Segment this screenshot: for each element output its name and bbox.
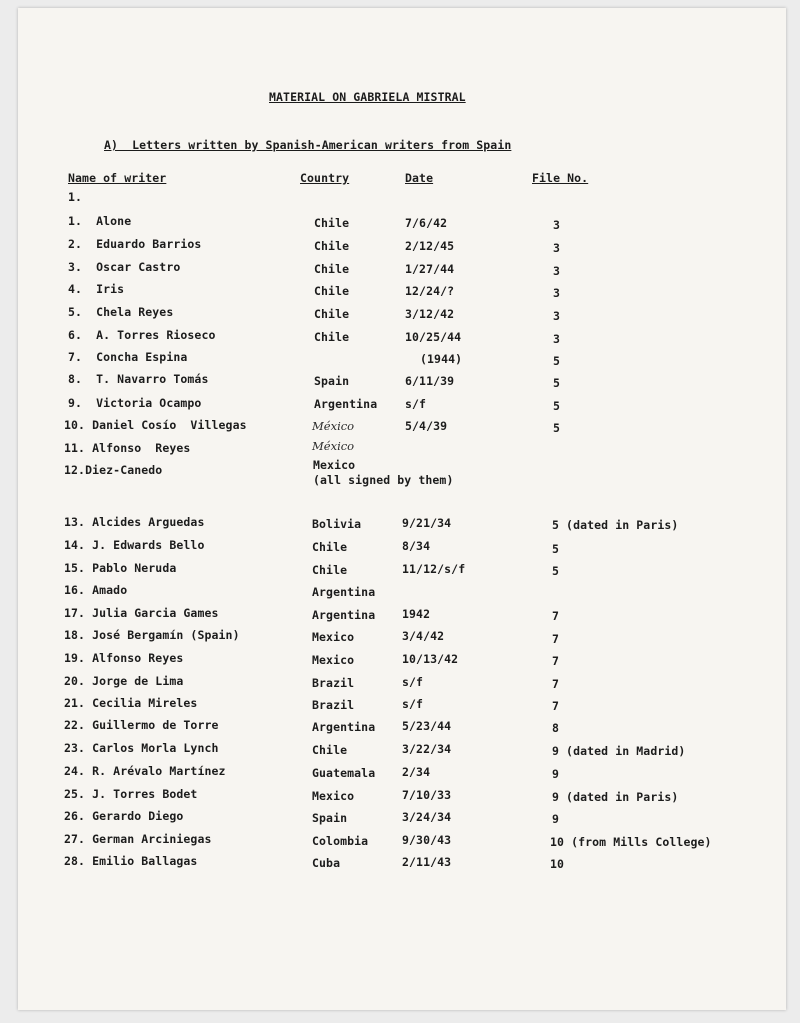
row-date: 2/12/45: [405, 239, 455, 253]
row-name: 9. Victoria Ocampo: [68, 396, 202, 410]
row-country: Guatemala: [312, 766, 376, 780]
row-file: 3: [553, 264, 561, 278]
row-date: (1944): [420, 352, 463, 366]
row-date: 3/22/34: [402, 742, 452, 756]
row-name: 15. Pablo Neruda: [64, 561, 177, 575]
row-file: 10 (from Mills College): [550, 835, 712, 849]
row-date: 7/6/42: [405, 216, 448, 230]
row-date: 10/13/42: [402, 652, 459, 666]
row-file: 3: [553, 286, 561, 300]
row-country: Mexico: [313, 458, 356, 472]
row-date: 11/12/s/f: [402, 562, 466, 576]
row-name: 10. Daniel Cosío Villegas: [64, 418, 247, 432]
row-date: 2/11/43: [402, 855, 452, 869]
row-date: 5/4/39: [405, 419, 448, 433]
row-date: 1/27/44: [405, 262, 455, 276]
row-name: 28. Emilio Ballagas: [64, 854, 198, 868]
row-country-handwritten: México: [312, 419, 355, 433]
row-country: Chile: [312, 540, 348, 554]
row-name: 1. Alone: [68, 214, 132, 228]
row-name: 24. R. Arévalo Martínez: [64, 764, 226, 778]
row-name: 14. J. Edwards Bello: [64, 538, 205, 552]
row-country: Argentina: [312, 720, 376, 734]
row-file: 5: [553, 376, 561, 390]
row-date: s/f: [402, 697, 424, 711]
row-country: Argentina: [312, 608, 376, 622]
document-title: MATERIAL ON GABRIELA MISTRAL: [269, 90, 466, 104]
row-country: Chile: [314, 262, 350, 276]
row-name: 17. Julia Garcia Games: [64, 606, 219, 620]
row-country: Argentina: [314, 397, 378, 411]
column-header-name: Name of writer: [68, 171, 167, 185]
row-date: s/f: [405, 397, 427, 411]
row-country: Mexico: [312, 630, 355, 644]
row-name: 22. Guillermo de Torre: [64, 718, 219, 732]
row-name: 20. Jorge de Lima: [64, 674, 184, 688]
section-heading: A) Letters written by Spanish-American writers from Spain: [104, 138, 512, 152]
row-file: 5: [552, 564, 560, 578]
row-country: Chile: [314, 307, 350, 321]
row-file: 5: [553, 399, 561, 413]
row-date: 3/12/42: [405, 307, 455, 321]
row-name: 13. Alcides Arguedas: [64, 515, 205, 529]
row-name: 5. Chela Reyes: [68, 305, 174, 319]
row-name: 3. Oscar Castro: [68, 260, 181, 274]
row-date: 1942: [402, 607, 431, 621]
row-country: Chile: [314, 239, 350, 253]
row-name: 6. A. Torres Rioseco: [68, 328, 216, 342]
column-header-file: File No.: [532, 171, 589, 185]
row-date: 2/34: [402, 765, 431, 779]
row-file: 10: [550, 857, 565, 871]
row-file: 5: [553, 354, 561, 368]
row-file: 5: [552, 542, 560, 556]
row-date: 12/24/?: [405, 284, 455, 298]
column-header-date: Date: [405, 171, 434, 185]
row-name: 4. Iris: [68, 282, 125, 296]
row-name: 16. Amado: [64, 583, 128, 597]
row-name: 27. German Arciniegas: [64, 832, 212, 846]
row-file: 9: [552, 812, 560, 826]
row-file: 9 (dated in Paris): [552, 790, 679, 804]
row-file: 7: [552, 677, 560, 691]
row-country-handwritten: México: [312, 439, 355, 453]
row-name: 26. Gerardo Diego: [64, 809, 184, 823]
row-file: 7: [552, 699, 560, 713]
row-name: 18. José Bergamín (Spain): [64, 628, 240, 642]
row-file: 3: [553, 309, 561, 323]
row-name: 21. Cecilia Mireles: [64, 696, 198, 710]
row-country: Mexico: [312, 653, 355, 667]
row-name: 7. Concha Espina: [68, 350, 188, 364]
column-header-country: Country: [300, 171, 350, 185]
row-country: Chile: [312, 743, 348, 757]
row-date: 6/11/39: [405, 374, 455, 388]
row-file: 7: [552, 609, 560, 623]
row-file: 7: [552, 632, 560, 646]
row-date: 3/4/42: [402, 629, 445, 643]
row-date: 10/25/44: [405, 330, 462, 344]
row-file: 3: [553, 332, 561, 346]
row-file: 3: [553, 218, 561, 232]
row-file: 5 (dated in Paris): [552, 518, 679, 532]
row-name: 12.Diez-Canedo: [64, 463, 163, 477]
row-country: Bolivia: [312, 517, 362, 531]
row-name: 25. J. Torres Bodet: [64, 787, 198, 801]
row-country: Spain: [312, 811, 348, 825]
row-date: 9/30/43: [402, 833, 452, 847]
signed-note: (all signed by them): [313, 473, 454, 487]
row-country: Chile: [312, 563, 348, 577]
row-country: Mexico: [312, 789, 355, 803]
row-country: Spain: [314, 374, 350, 388]
row-name: 23. Carlos Morla Lynch: [64, 741, 219, 755]
row-date: s/f: [402, 675, 424, 689]
row-date: 8/34: [402, 539, 431, 553]
row-file: 9: [552, 767, 560, 781]
row-name: 8. T. Navarro Tomás: [68, 372, 209, 386]
row-country: Argentina: [312, 585, 376, 599]
row-country: Cuba: [312, 856, 341, 870]
row-country: Chile: [314, 216, 350, 230]
row-name: 11. Alfonso Reyes: [64, 441, 191, 455]
row-file: 7: [552, 654, 560, 668]
row-date: 7/10/33: [402, 788, 452, 802]
row-file: 3: [553, 241, 561, 255]
row-country: Colombia: [312, 834, 369, 848]
row-file: 5: [553, 421, 561, 435]
row-date: 5/23/44: [402, 719, 452, 733]
row-country: Brazil: [312, 698, 355, 712]
first-number: 1.: [68, 190, 83, 204]
row-country: Chile: [314, 284, 350, 298]
row-name: 2. Eduardo Barrios: [68, 237, 202, 251]
row-country: Brazil: [312, 676, 355, 690]
row-country: Chile: [314, 330, 350, 344]
row-date: 9/21/34: [402, 516, 452, 530]
row-date: 3/24/34: [402, 810, 452, 824]
row-file: 8: [552, 721, 560, 735]
row-name: 19. Alfonso Reyes: [64, 651, 184, 665]
row-file: 9 (dated in Madrid): [552, 744, 686, 758]
